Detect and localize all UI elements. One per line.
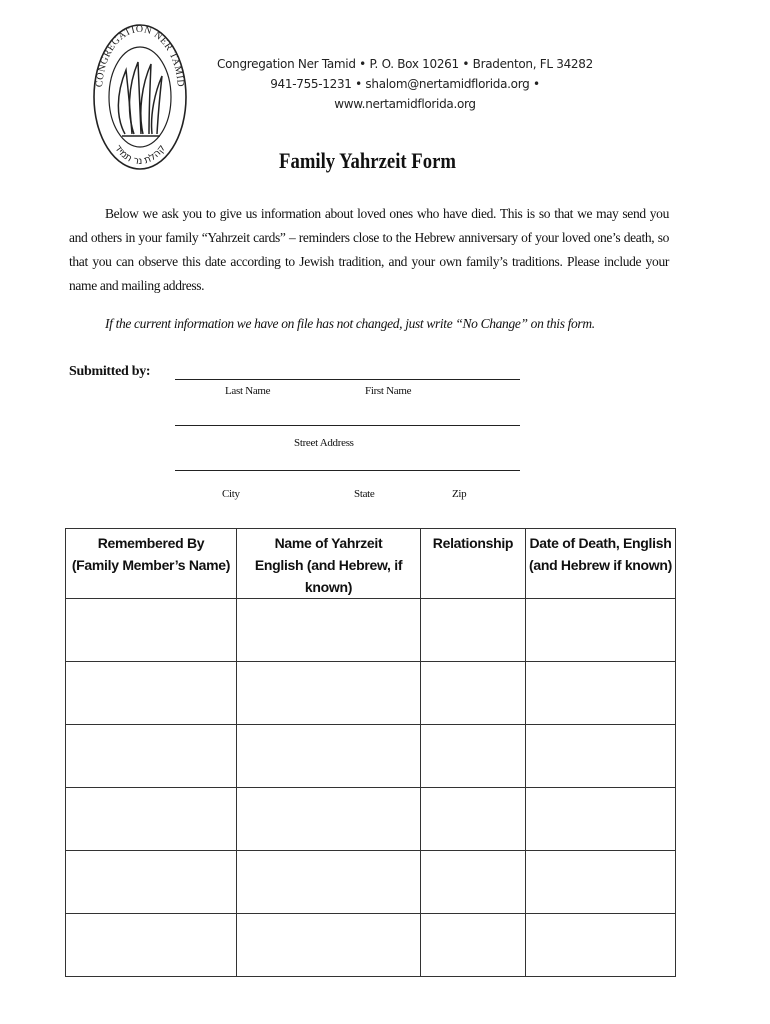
table-row (66, 725, 676, 788)
remembered-by-cell[interactable] (66, 725, 237, 788)
table-row (66, 662, 676, 725)
table-row (66, 599, 676, 662)
form-title: Family Yahrzeit Form (279, 148, 456, 173)
remembered-by-cell[interactable] (66, 851, 237, 914)
yahrzeit-name-cell[interactable] (237, 599, 421, 662)
yahrzeit-name-cell[interactable] (237, 662, 421, 725)
yahrzeit-name-cell[interactable] (237, 725, 421, 788)
table-header-row (66, 529, 676, 599)
remembered-by-cell[interactable] (66, 599, 237, 662)
remembered-by-cell[interactable] (66, 788, 237, 851)
zip-label: Zip (452, 488, 467, 500)
relationship-cell[interactable] (421, 662, 526, 725)
date-of-death-cell[interactable] (526, 725, 676, 788)
city-label: City (222, 488, 240, 500)
relationship-cell[interactable] (421, 788, 526, 851)
remembered-by-cell[interactable] (66, 662, 237, 725)
table-row (66, 851, 676, 914)
letterhead (200, 54, 610, 114)
date-of-death-cell[interactable] (526, 851, 676, 914)
yahrzeit-name-cell[interactable] (237, 914, 421, 977)
svg-text:קהלת נר תמיד: קהלת נר תמיד (112, 142, 168, 168)
relationship-cell[interactable] (421, 851, 526, 914)
table-row (66, 914, 676, 977)
name-field-line[interactable] (175, 379, 520, 380)
last-name-label: Last Name (225, 385, 271, 397)
column-header-relationship: Relationship (421, 529, 526, 599)
yahrzeit-table (65, 528, 676, 977)
column-header-date-of-death: Date of Death, English (and Hebrew if known) (526, 529, 676, 599)
column-header-remembered-by: Remembered By (Family Member’s Name) (66, 529, 237, 599)
yahrzeit-name-cell[interactable] (237, 851, 421, 914)
column-header-name-of-yahrzeit: Name of Yahrzeit English (and Hebrew, if known) (237, 529, 421, 599)
contact-line: 941-755-1231 • shalom@nertamidflorida.org • www.nertamidflorida.org (270, 77, 540, 111)
table-row (66, 788, 676, 851)
intro-paragraph: Below we ask you to give us information about loved ones who have died. This is so that we may send you and others in your family “Yahrzeit cards” – reminders close to the Hebrew anniversary of your loved one’s death, so that you can observe this date according to Jewish tradition, and your own family’s traditions. Please include your name and mailing address. (69, 206, 669, 293)
date-of-death-cell[interactable] (526, 788, 676, 851)
date-of-death-cell[interactable] (526, 914, 676, 977)
relationship-cell[interactable] (421, 725, 526, 788)
relationship-cell[interactable] (421, 599, 526, 662)
org-address-line: Congregation Ner Tamid • P. O. Box 10261 • Bradenton, FL 34282 (217, 57, 593, 71)
svg-text:CONGREGATION NER TAMID: CONGREGATION NER TAMID (94, 23, 186, 88)
city-state-zip-field-line[interactable] (175, 470, 520, 471)
yahrzeit-name-cell[interactable] (237, 788, 421, 851)
remembered-by-cell[interactable] (66, 914, 237, 977)
street-address-field-line[interactable] (175, 425, 520, 426)
street-address-label: Street Address (294, 437, 354, 449)
date-of-death-cell[interactable] (526, 599, 676, 662)
first-name-label: First Name (365, 385, 412, 397)
relationship-cell[interactable] (421, 914, 526, 977)
no-change-note: If the current information we have on file has not changed, just write “No Change” on this form. (105, 316, 595, 331)
date-of-death-cell[interactable] (526, 662, 676, 725)
submitted-by-label: Submitted by: (69, 364, 151, 379)
state-label: State (354, 488, 375, 500)
